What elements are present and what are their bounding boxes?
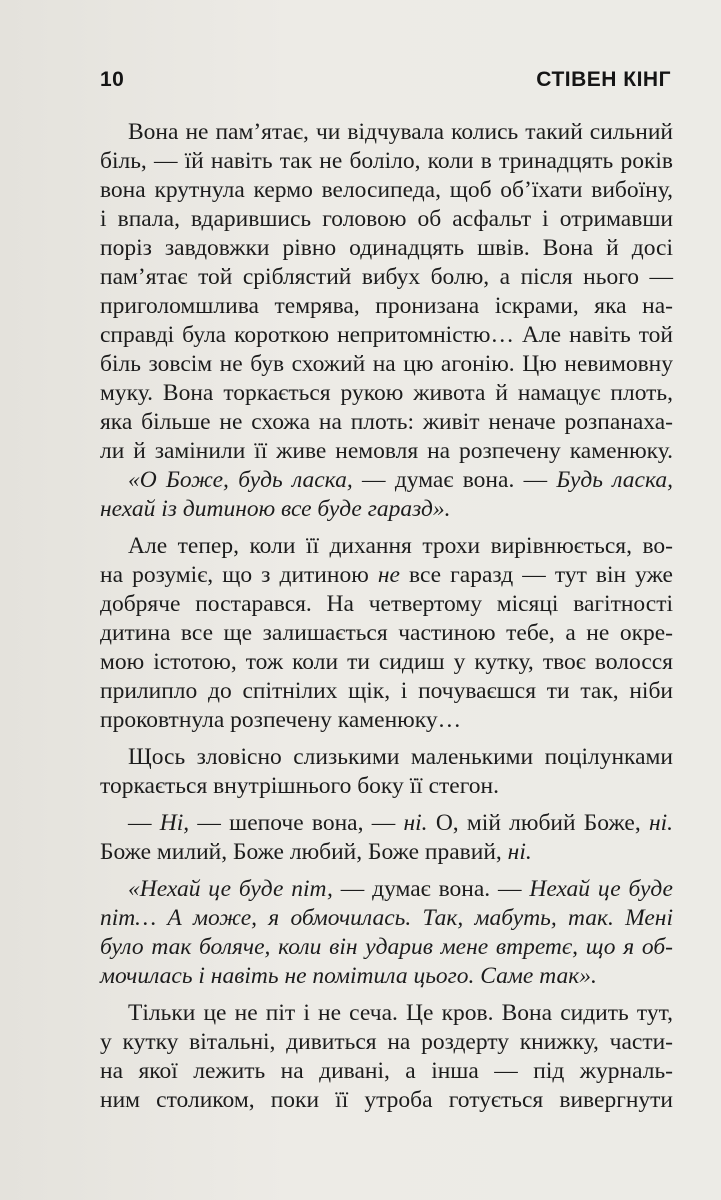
paragraph [100, 466, 673, 524]
author-name: СТІВЕН КІНГ [536, 68, 671, 91]
text-line: Боже милий, Боже любий, Боже правий, ні. [100, 839, 532, 865]
text-line: «Нехай це буде піт, — думає вона. — Нехай це буде [128, 876, 673, 902]
text-line: ли й замінили її живе немовля на розпечену каменюку. [100, 438, 673, 464]
text-line: прилипло до спітнілих щік, і почуваєшся ти так, ніби [100, 678, 673, 704]
text-line: на якої лежить на дивані, а інша — під журналь- [100, 1058, 673, 1084]
text-line: ним столиком, поки її утроба готується вивергнути [100, 1087, 673, 1113]
text-line: «О Боже, будь ласка, — думає вона. — Будь ласка, [128, 467, 673, 493]
text-line: добряче постарався. На четвертому місяці вагітності [100, 591, 673, 617]
page-body [100, 118, 673, 1115]
text-line: Вона не пам’ятає, чи відчувала колись такий сильний [128, 119, 673, 145]
text-line: у кутку вітальні, дивиться на роздерту книжку, части- [100, 1029, 673, 1055]
text-line: нехай із дитиною все буде гаразд». [100, 496, 451, 522]
text-line: дитина все ще залишається частиною тебе, а не окре- [100, 620, 673, 646]
text-line: мою істотою, тож коли ти сидиш у кутку, твоє волосся [100, 649, 673, 675]
text-line: торкається внутрішнього боку її стегон. [100, 773, 499, 799]
text-line: проковтнула розпечену каменюку… [100, 707, 462, 733]
page-number: 10 [100, 68, 125, 91]
running-header [100, 66, 671, 94]
text-line: яка більше не схожа на плоть: живіт неначе розпанаха- [100, 409, 673, 435]
text-line: мочилась і навіть не помітила цього. Саме так». [100, 963, 597, 989]
paragraph [100, 809, 673, 867]
paragraph [100, 532, 673, 735]
text-line: Щось зловісно слизькими маленькими поцілунками [128, 744, 673, 770]
text-line: Але тепер, коли її дихання трохи вирівнюється, во- [128, 533, 673, 559]
text-line: на розуміє, що з дитиною не все гаразд — тут він уже [100, 562, 673, 588]
text-line: приголомшлива темрява, пронизана іскрами, яка на- [100, 293, 673, 319]
text-line: справді була короткою непритомністю… Але навіть той [100, 322, 673, 348]
text-line: було так боляче, коли він ударив мене втретє, що я об- [100, 934, 673, 960]
text-line: біль, — їй навіть так не боліло, коли в тринадцять років [100, 148, 673, 174]
paragraph [100, 743, 673, 801]
text-line: і впала, вдарившись головою об асфальт і отримавши [100, 206, 673, 232]
text-line: біль зовсім не був схожий на цю агонію. Цю невимовну [100, 351, 673, 377]
text-line: муку. Вона торкається рукою живота й намацує плоть, [100, 380, 673, 406]
paragraph [100, 875, 673, 991]
text-line: піт… А може, я обмочилась. Так, мабуть, так. Мені [100, 905, 673, 931]
paragraph [100, 118, 673, 466]
text-line: поріз завдовжки рівно одинадцять швів. Вона й досі [100, 235, 673, 261]
text-line: — Ні, — шепоче вона, — ні. О, мій любий Боже, ні. [128, 810, 674, 836]
text-line: пам’ятає той сріблястий вибух болю, а після нього — [100, 264, 673, 290]
paragraph [100, 999, 673, 1115]
text-line: Тільки це не піт і не сеча. Це кров. Вона сидить тут, [128, 1000, 673, 1026]
text-line: вона крутнула кермо велосипеда, щоб об’їхати вибоїну, [100, 177, 673, 203]
